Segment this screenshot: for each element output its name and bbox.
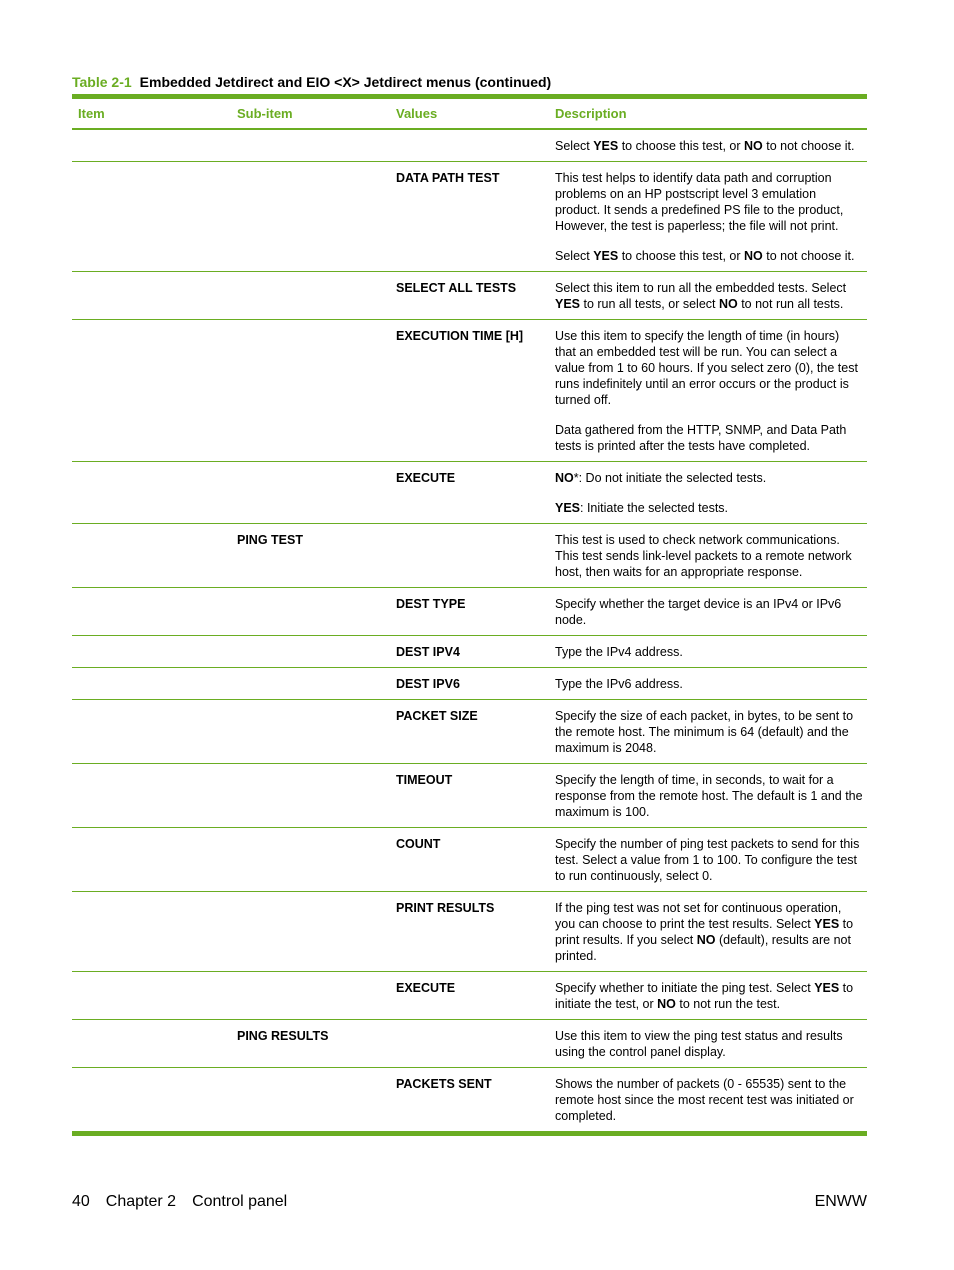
value-cell — [390, 1028, 549, 1060]
item-cell — [72, 1028, 231, 1060]
description-cell — [549, 676, 867, 692]
table-header — [72, 99, 867, 130]
description-paragraph: Shows the number of packets (0 - 65535) sent to the remote host since the most recent test was initiated or completed. — [555, 1077, 854, 1123]
header-values: Values — [396, 106, 438, 121]
value-cell: PACKETS SENT — [396, 1077, 492, 1091]
description-cell — [549, 470, 867, 516]
item-cell — [72, 900, 231, 964]
description-paragraph: This test helps to identify data path and corruption problems on an HP postscript level 3 emulation product. It sends a predefined PS file to the product, However, the test is paperless; the file will not print. — [555, 171, 844, 233]
table-row — [72, 763, 867, 827]
value-cell: EXECUTION TIME [H] — [396, 329, 524, 343]
description-paragraph: Specify the length of time, in seconds, to wait for a response from the remote host. The default is 1 and the maximum is 100. — [555, 773, 863, 819]
description-paragraph: Select YES to choose this test, or NO to not choose it. — [555, 139, 855, 153]
description-paragraph: This test is used to check network communications. This test sends link-level packets to a remote network host, then waits for an appropriate response. — [555, 533, 852, 579]
item-cell — [72, 772, 231, 820]
item-cell — [72, 1076, 231, 1124]
header-description: Description — [555, 106, 627, 121]
table-row — [72, 699, 867, 763]
table-row — [72, 587, 867, 635]
description-paragraph: If the ping test was not set for continuous operation, you can choose to print the test results. Select YES to print results. If you select NO (default), results are not printed. — [555, 901, 854, 963]
description-cell — [549, 980, 867, 1012]
description-cell — [549, 644, 867, 660]
item-cell — [72, 836, 231, 884]
item-cell — [72, 676, 231, 692]
sub-item-cell — [231, 772, 390, 820]
value-cell — [390, 532, 549, 580]
value-cell: DATA PATH TEST — [396, 171, 500, 185]
value-cell: DEST IPV4 — [396, 645, 460, 659]
sub-item-cell: PING TEST — [237, 533, 303, 547]
value-cell: DEST TYPE — [396, 597, 466, 611]
item-cell — [72, 280, 231, 312]
description-cell — [549, 532, 867, 580]
table-row — [72, 667, 867, 699]
sub-item-cell — [231, 470, 390, 516]
value-cell: COUNT — [396, 837, 441, 851]
sub-item-cell: PING RESULTS — [237, 1029, 329, 1043]
description-paragraph: Type the IPv6 address. — [555, 677, 683, 691]
item-cell — [72, 708, 231, 756]
table-number: Table 2-1 — [72, 74, 132, 90]
item-cell — [72, 532, 231, 580]
item-cell — [72, 644, 231, 660]
sub-item-cell — [231, 836, 390, 884]
table-row — [72, 1019, 867, 1067]
table-row — [72, 635, 867, 667]
sub-item-cell — [231, 328, 390, 454]
description-cell — [549, 1028, 867, 1060]
description-cell — [549, 280, 867, 312]
description-cell — [549, 596, 867, 628]
sub-item-cell — [231, 980, 390, 1012]
description-cell — [549, 138, 867, 154]
description-cell — [549, 900, 867, 964]
description-cell — [549, 1076, 867, 1124]
description-paragraph: Use this item to specify the length of time (in hours) that an embedded test will be run. You can select a value from 1 to 60 hours. If you select zero (0), the test runs indefinitely until an error occurs or the product is turned off. — [555, 329, 858, 407]
sub-item-cell — [231, 644, 390, 660]
table-row — [72, 271, 867, 319]
sub-item-cell — [231, 170, 390, 264]
description-paragraph: Select YES to choose this test, or NO to not choose it. — [555, 249, 855, 263]
description-paragraph: Specify whether to initiate the ping test. Select YES to initiate the test, or NO to not run the test. — [555, 981, 854, 1011]
description-paragraph: Data gathered from the HTTP, SNMP, and Data Path tests is printed after the tests have completed. — [555, 423, 847, 453]
description-paragraph: Specify the number of ping test packets to send for this test. Select a value from 1 to 100. To configure the test to run continuously, select 0. — [555, 837, 860, 883]
sub-item-cell — [231, 676, 390, 692]
item-cell — [72, 980, 231, 1012]
value-cell: PACKET SIZE — [396, 709, 478, 723]
value-cell: DEST IPV6 — [396, 677, 460, 691]
value-cell: PRINT RESULTS — [396, 901, 495, 915]
item-cell — [72, 596, 231, 628]
item-cell — [72, 170, 231, 264]
description-paragraph: YES: Initiate the selected tests. — [555, 501, 729, 515]
footer-right: ENWW — [814, 1193, 867, 1210]
sub-item-cell — [231, 280, 390, 312]
table-row — [72, 891, 867, 971]
table-row — [72, 319, 867, 461]
menu-table — [72, 94, 867, 1136]
description-cell — [549, 708, 867, 756]
value-cell: EXECUTE — [396, 981, 456, 995]
table-caption — [72, 74, 551, 90]
page-footer — [72, 1193, 867, 1211]
sub-item-cell — [231, 138, 390, 154]
table-row — [72, 130, 867, 161]
description-paragraph: Use this item to view the ping test status and results using the control panel display. — [555, 1029, 843, 1059]
page-number: 40 — [72, 1193, 90, 1210]
chapter-label: Chapter 2 — [105, 1193, 177, 1210]
header-sub-item: Sub-item — [237, 106, 293, 121]
description-cell — [549, 170, 867, 264]
chapter-title: Control panel — [192, 1193, 288, 1210]
description-cell — [549, 836, 867, 884]
description-cell — [549, 328, 867, 454]
value-cell — [390, 138, 549, 154]
item-cell — [72, 470, 231, 516]
table-row — [72, 461, 867, 523]
value-cell: SELECT ALL TESTS — [396, 281, 517, 295]
sub-item-cell — [231, 1076, 390, 1124]
value-cell: EXECUTE — [396, 471, 456, 485]
table-title: Embedded Jetdirect and EIO <X> Jetdirect menus (continued) — [139, 74, 552, 90]
description-paragraph: Type the IPv4 address. — [555, 645, 683, 659]
table-row — [72, 1067, 867, 1131]
value-cell: TIMEOUT — [396, 773, 453, 787]
item-cell — [72, 328, 231, 454]
table-body — [72, 130, 867, 1131]
description-paragraph: Select this item to run all the embedded tests. Select YES to run all tests, or select NO to not run all tests. — [555, 281, 847, 311]
header-item: Item — [78, 106, 105, 121]
table-row — [72, 827, 867, 891]
sub-item-cell — [231, 900, 390, 964]
table-row — [72, 161, 867, 271]
description-cell — [549, 772, 867, 820]
description-paragraph: Specify the size of each packet, in bytes, to be sent to the remote host. The minimum is 64 (default) and the maximum is 2048. — [555, 709, 854, 755]
description-paragraph: Specify whether the target device is an IPv4 or IPv6 node. — [555, 597, 842, 627]
description-paragraph: NO*: Do not initiate the selected tests. — [555, 471, 767, 485]
table-row — [72, 523, 867, 587]
sub-item-cell — [231, 708, 390, 756]
item-cell — [72, 138, 231, 154]
table-row — [72, 971, 867, 1019]
sub-item-cell — [231, 596, 390, 628]
